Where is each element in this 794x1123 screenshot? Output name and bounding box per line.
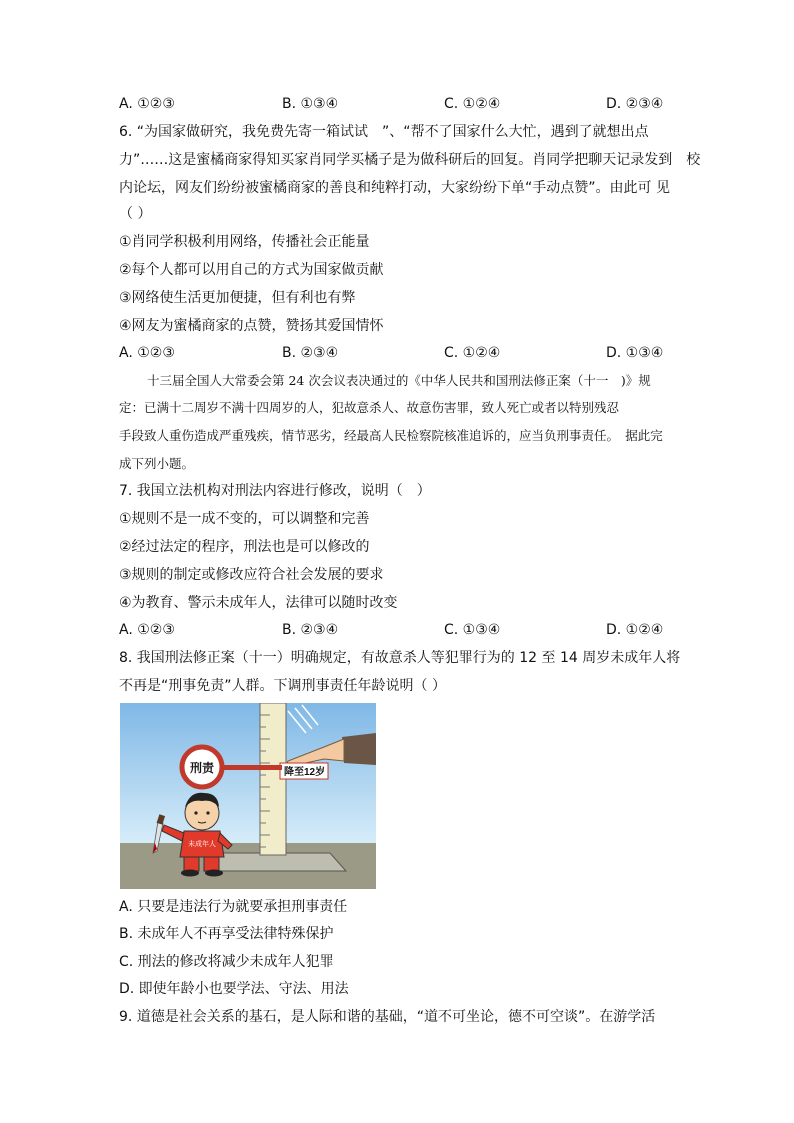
q7-statement-1: ①规则不是一成不变的，可以调整和完善 — [119, 511, 370, 527]
option-c: C. ①②④ — [444, 96, 501, 112]
q5-options — [119, 94, 679, 114]
q8-option-b: B. 未成年人不再享受法律特殊保护 — [119, 926, 334, 942]
q7-options — [119, 620, 679, 640]
shirt-text: 未成年人 — [188, 841, 216, 848]
option-c: C. ①②④ — [444, 345, 501, 361]
option-a: A. ①②③ — [119, 622, 175, 638]
q6-statement-3: ③网络使生活更加便捷，但有利也有弊 — [119, 290, 356, 306]
q8-option-d: D. 即使年龄小也要学法、守法、用法 — [119, 981, 349, 997]
q6-statement-1: ①肖同学积极利用网络，传播社会正能量 — [119, 234, 370, 250]
q8-option-a: A. 只要是违法行为就要承担刑事责任 — [119, 899, 348, 915]
q7-statement-4: ④为教育、警示未成年人，法律可以随时改变 — [119, 595, 398, 611]
option-d: D. ①②④ — [606, 622, 664, 638]
ruler-base — [204, 853, 346, 871]
q6-statement-4: ④网友为蜜橘商家的点赞，赞扬其爱国情怀 — [119, 318, 384, 334]
q7-statement-3: ③规则的制定或修改应符合社会发展的要求 — [119, 567, 384, 583]
option-a: A. ①②③ — [119, 345, 175, 361]
q6-stem-line-2: 力”……这是蜜橘商家得知买家肖同学买橘子是为做科研后的回复。肖同学把聊天记录发到 校 — [119, 152, 701, 168]
q8-stem-line-2: 不再是“刑事免责”人群。下调刑事责任年龄说明（ ） — [119, 678, 446, 694]
material-line-2: 定：已满十二周岁不满十四周岁的人，犯故意杀人、故意伤害罪，致人死亡或者以特别残忍 — [119, 400, 620, 415]
q7-statement-2: ②经过法定的程序，刑法也是可以修改的 — [119, 539, 370, 555]
q6-statement-2: ②每个人都可以用自己的方式为国家做贡献 — [119, 262, 384, 278]
sign-text: 刑责 — [190, 761, 215, 775]
option-d: D. ①③④ — [606, 345, 664, 361]
q6-answer-bracket: （ ） — [119, 206, 152, 222]
option-d: D. ②③④ — [606, 96, 664, 112]
q7-stem: 7. 我国立法机构对刑法内容进行修改，说明（ ） — [119, 483, 431, 499]
material-line-3: 手段致人重伤造成严重残疾，情节恶劣，经最高人民检察院核准追诉的，应当负刑事责任。 据此完 — [119, 428, 663, 443]
option-c: C. ①③④ — [444, 622, 501, 638]
q9-stem-line-1: 9. 道德是社会关系的基石，是人际和谐的基础，“道不可坐论，德不可空谈”。在游学活 — [119, 1009, 656, 1025]
q6-stem-line-1: 6. “为国家做研究，我免费先寄一箱试试 ”、“帮不了国家什么大忙，遇到了就想出点 — [119, 124, 649, 140]
q6-options — [119, 343, 679, 363]
material-line-4: 成下列小题。 — [119, 456, 195, 471]
option-a: A. ①②③ — [119, 96, 175, 112]
age-label: 降至12岁 — [284, 767, 326, 778]
q8-cartoon-figure — [120, 703, 376, 889]
option-b: B. ①③④ — [282, 96, 339, 112]
option-b: B. ②③④ — [282, 345, 339, 361]
q6-stem-line-3: 内论坛，网友们纷纷被蜜橘商家的善良和纯粹打动，大家纷纷下单“手动点赞”。由此可 见 — [119, 180, 670, 196]
material-line-1: 十三届全国人大常委会第 24 次会议表决通过的《中华人民共和国刑法修正案（十一 )》规 — [147, 373, 651, 388]
q8-option-c: C. 刑法的修改将减少未成年人犯罪 — [119, 954, 334, 970]
sleeve — [342, 733, 376, 765]
option-b: B. ②③④ — [282, 622, 339, 638]
q8-stem-line-1: 8. 我国刑法修正案（十一）明确规定，有故意杀人等犯罪行为的 12 至 14 周岁未成年人将 — [119, 650, 681, 666]
